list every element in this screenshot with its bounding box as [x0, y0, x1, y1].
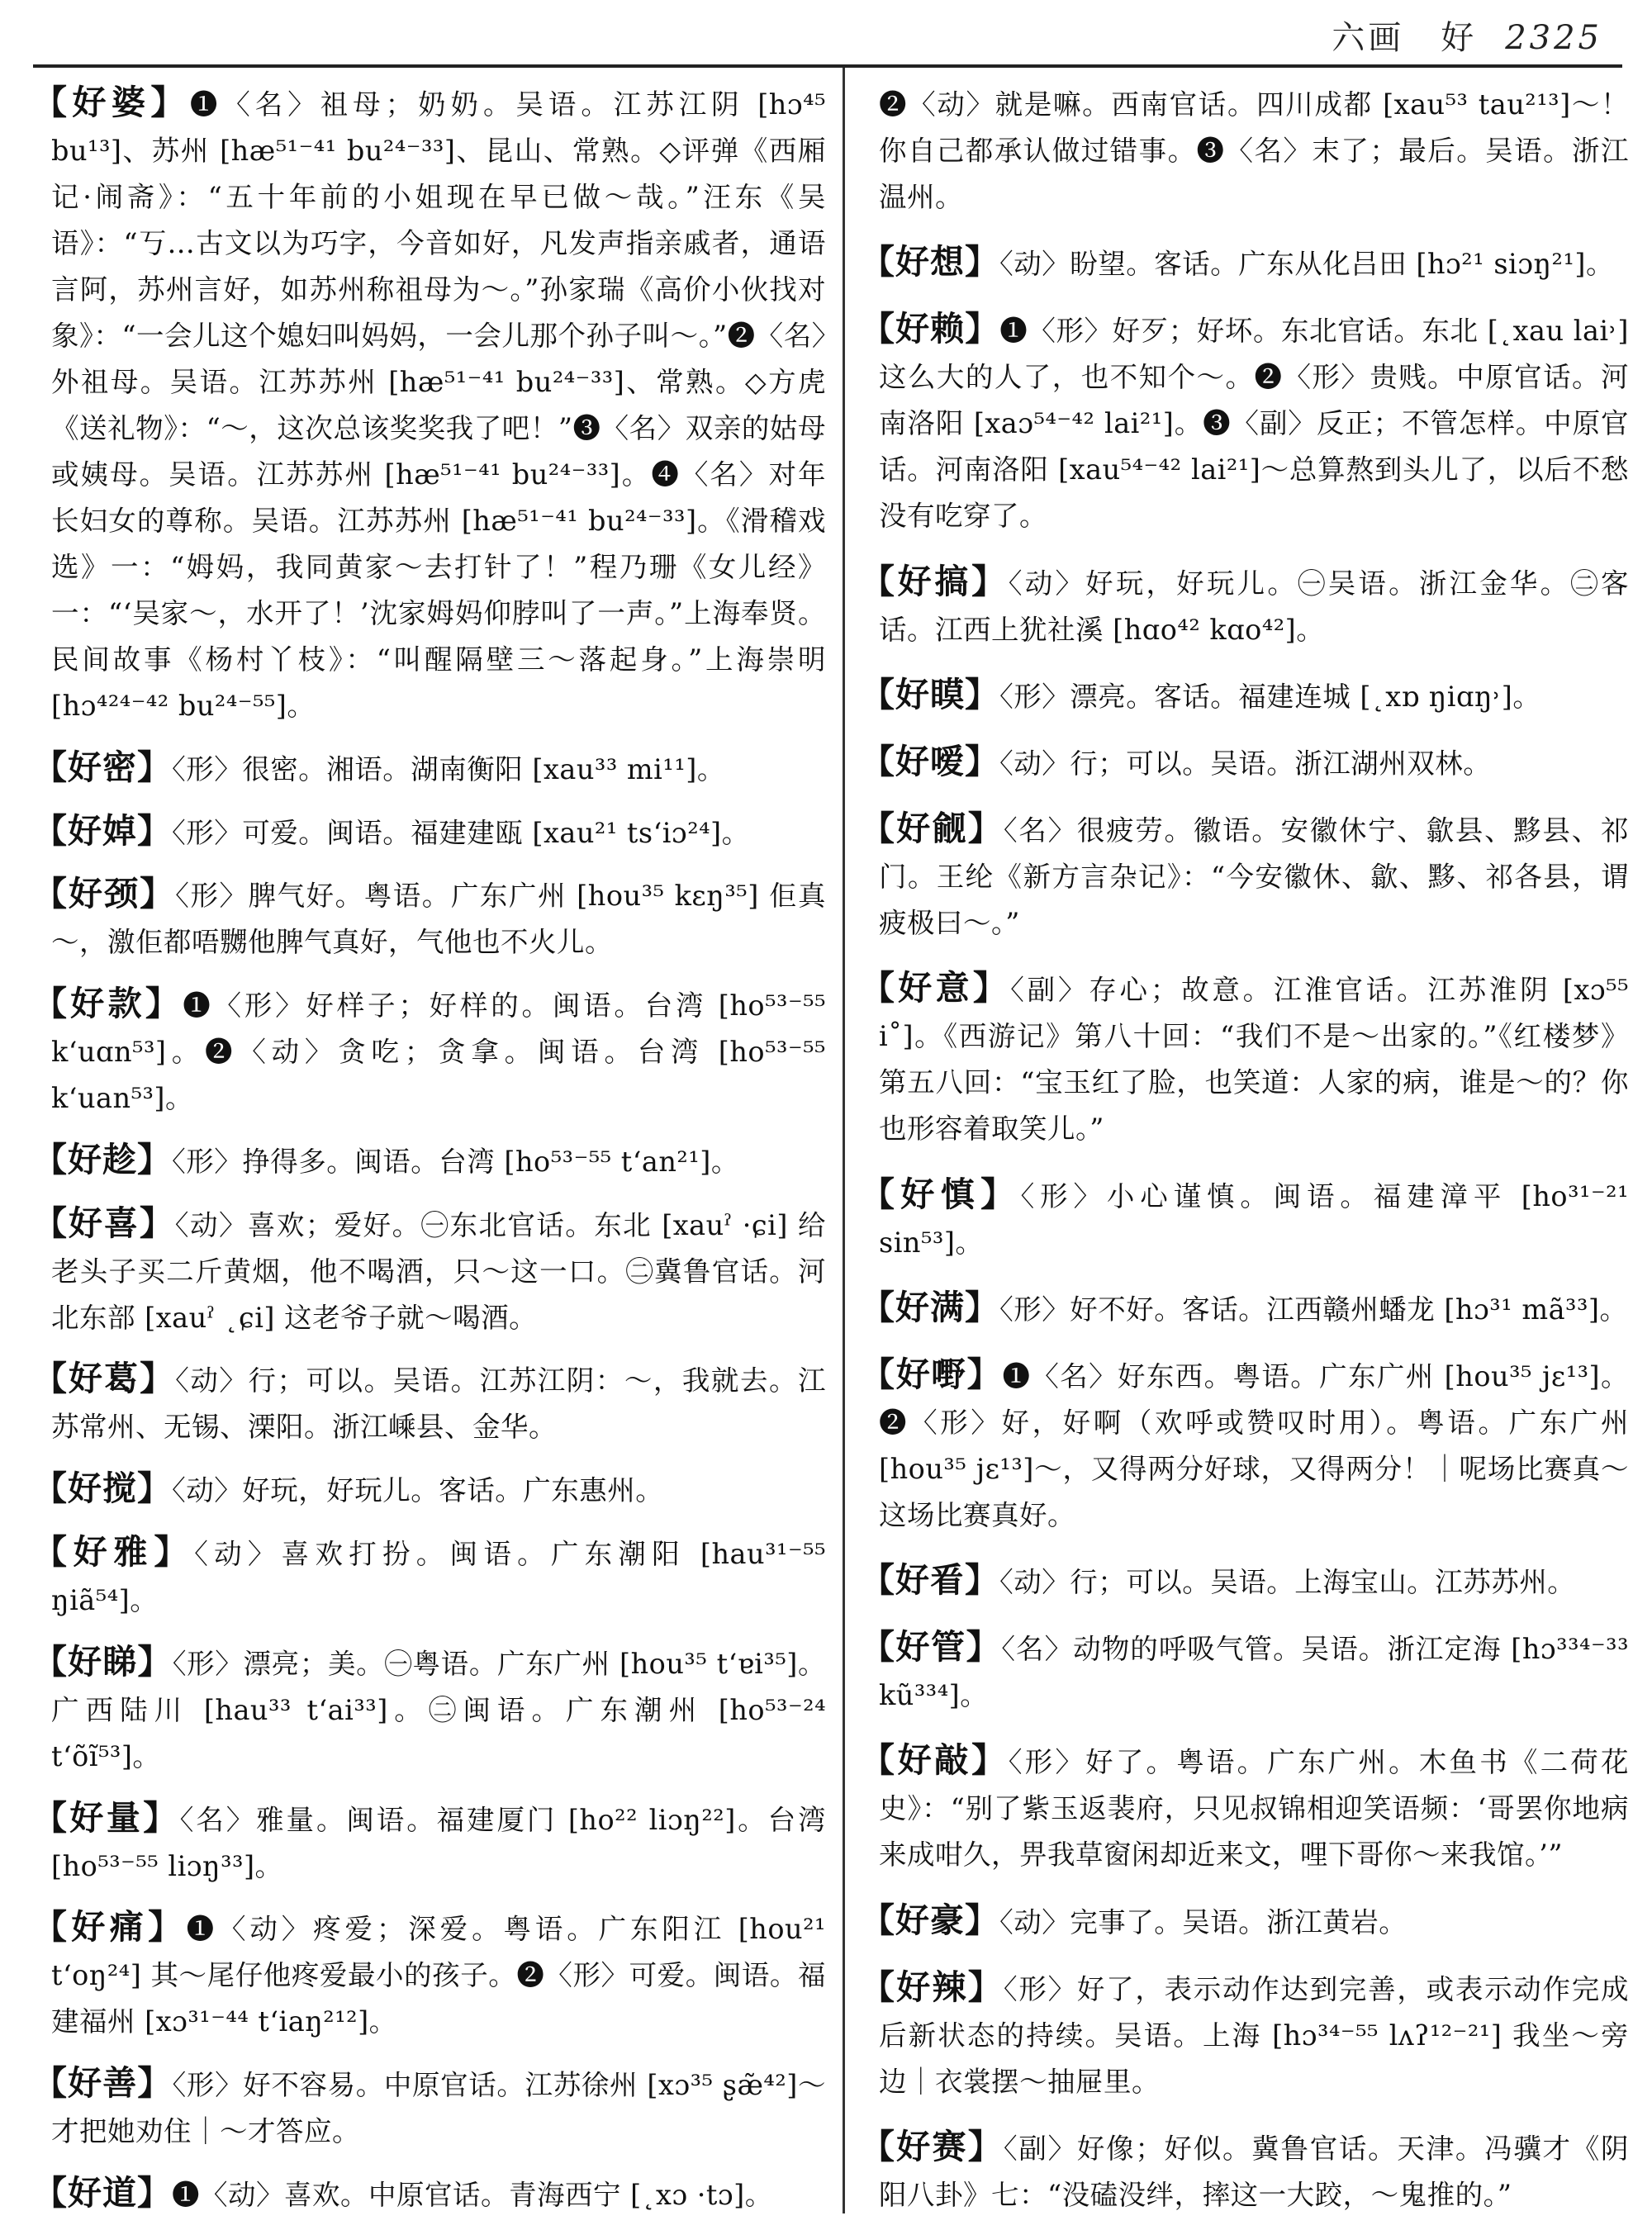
- entry-text: 〈动〉完事了。吴语。浙江黄岩。: [999, 1905, 1408, 1938]
- headword: 【好管】: [861, 1627, 1002, 1668]
- entry-text: 〈形〉很密。湘语。湖南衡阳 [xau³³ mi¹¹]。: [172, 752, 725, 785]
- dictionary-entry: [33, 1639, 826, 1780]
- entry-text: 〈副〉好像；好似。冀鲁官话。天津。冯骥才《阴阳八卦》七：“没磕没绊，摔这一大跤，～鬼推的。”: [879, 2133, 1629, 2211]
- entry-text: ❶〈形〉好歹；好坏。东北官话。东北 [˛xau lai˒] 这么大的人了，也不知个～。❷〈形〉贵贱。中原官话。河南洛阳 [xaɔ⁵⁴⁻⁴² lai²¹]。❸〈副〉反正；不管怎样。中原官话。河南洛阳 [xau⁵⁴⁻⁴² lai²¹]～总算熬到头儿了，以后不愁没有吃穿了。: [879, 315, 1629, 533]
- entry-text: 〈名〉雅量。闽语。福建厦门 [ho²² liɔŋ²²]。台湾 [ho⁵³⁻⁵⁵ liɔŋ³³]。: [51, 1803, 826, 1882]
- headword: 【好辣】: [861, 1967, 1004, 2007]
- dictionary-entry: [861, 2123, 1629, 2218]
- dictionary-entry: [33, 980, 826, 1122]
- dictionary-entry: [861, 1171, 1629, 1266]
- entry-text: ❶〈名〉好东西。粤语。广东广州 [hou³⁵ jɛ¹³]。❷〈形〉好，好啊（欢呼或赞叹时用）。粤语。广东广州 [hou³⁵ jɛ¹³]～，又得两分好球，又得两分！｜呢场比赛真～这场比赛真好。: [879, 1359, 1629, 1531]
- dictionary-entry: [861, 805, 1629, 947]
- dictionary-entry: [33, 1200, 826, 1341]
- headword: 【好趁】: [33, 1139, 172, 1179]
- headword: 【好想】: [861, 242, 999, 282]
- headword: 【好道】: [33, 2172, 172, 2213]
- entry-text: 〈名〉动物的呼吸气管。吴语。浙江定海 [hɔ³³⁴⁻³³ kũ³³⁴]。: [879, 1633, 1629, 1712]
- entry-text: 〈形〉小心谨慎。闽语。福建漳平 [ho³¹⁻²¹ sin⁵³]。: [879, 1179, 1629, 1259]
- dictionary-entry: [33, 1529, 826, 1624]
- entry-text: 〈副〉存心；故意。江淮官话。江苏淮阴 [xɔ⁵⁵ i˚]。《西游记》第八十回：“我们不是～出家的。”《红楼梦》第五八回：“宝玉红了脸，也笑道：人家的病，谁是～的？你也形容着取笑儿。”: [879, 974, 1629, 1146]
- headword: 【好豪】: [861, 1900, 999, 1940]
- headword: 【好嗳】: [861, 741, 999, 781]
- entry-text: 〈形〉好了。粤语。广东广州。木鱼书《二荷花史》：“别了紫玉返裴府，只见叔锦相迎笑语频：‘哥罢你地病来成咁久，畀我草窗闲却近来文，哩下哥你～来我馆。’”: [879, 1746, 1629, 1872]
- dictionary-entry: [861, 965, 1629, 1152]
- headword: 【好意】: [861, 968, 1011, 1008]
- entry-text: 〈形〉好不好。客话。江西赣州蟠龙 [hɔ³¹ mã³³]。: [999, 1293, 1628, 1326]
- dictionary-entry: [861, 558, 1629, 653]
- entry-text: ❷〈动〉就是嘛。西南官话。四川成都 [xau⁵³ tau²¹³]～！你自己都承认做过错事。❸〈名〉末了；最后。吴语。浙江温州。: [879, 88, 1629, 213]
- dictionary-entry: [33, 871, 826, 966]
- headword: 【好款】: [33, 984, 183, 1024]
- entry-text: 〈形〉漂亮；美。㊀粤语。广东广州 [hou³⁵ tʻɐi³⁵]。广西陆川 [hau³³ tʻai³³]。㊁闽语。广东潮州 [ho⁵³⁻²⁴ tʻõĩ⁵³]。: [51, 1647, 826, 1772]
- dictionary-entry: [33, 744, 826, 793]
- entry-text: 〈动〉好玩，好玩儿。㊀吴语。浙江金华。㊁客话。江西上犹社溪 [hɑo⁴² kɑo⁴²]。: [879, 567, 1629, 646]
- headword: 【好痛】: [33, 1907, 187, 1948]
- dictionary-entry: [33, 1904, 826, 2045]
- top-rule: [33, 64, 1622, 68]
- headword: 【好善】: [33, 2063, 173, 2104]
- dictionary-entry: [861, 671, 1629, 720]
- dictionary-entry: [33, 1465, 826, 1514]
- dictionary-entry: [861, 1964, 1629, 2105]
- headword: 【好婥】: [33, 810, 172, 851]
- entry-text: 〈名〉很疲劳。徽语。安徽休宁、歙县、黟县、祁门。王纶《新方言杂记》：“今安徽休、歙、黟、祁各县，谓疲极曰～。”: [879, 814, 1629, 940]
- headword: 【好喜】: [33, 1203, 175, 1243]
- headword: 【好葛】: [33, 1359, 176, 1399]
- headword: 【好搞】: [861, 561, 1009, 601]
- dictionary-entry: [33, 2060, 826, 2155]
- headword: 【好雅】: [33, 1532, 195, 1573]
- dictionary-entry: [861, 1737, 1629, 1878]
- entry-text: 〈动〉行；可以。吴语。浙江湖州双林。: [999, 747, 1492, 780]
- dictionary-entry: [861, 1557, 1629, 1606]
- dictionary-entry: [33, 1355, 826, 1450]
- headword: 【好瞙】: [861, 674, 999, 714]
- dictionary-entry: [33, 1795, 826, 1890]
- headword: 【好密】: [33, 747, 172, 787]
- entry-text: ❶〈名〉祖母；奶奶。吴语。江苏江阴 [hɔ⁴⁵ bu¹³]、苏州 [hæ⁵¹⁻⁴¹ bu²⁴⁻³³]、昆山、常熟。◇评弹《西厢记·闹斋》：“五十年前的小姐现在早已做～哉。”汪东《吴语》：“丂…古文以为巧字，今音如好，凡发声指亲戚者，通语言阿，苏州言好，如苏州称祖母为～。”孙家瑞《高价小伙找对象》：“一会儿这个媳妇叫妈妈，一会儿那个孙子叫～。”❷〈名〉外祖母。吴语。江苏苏州 [hæ⁵¹⁻⁴¹ bu²⁴⁻³³]、常熟。◇方虎《送礼物》：“～，这次总该奖奖我了吧！”❸〈名〉双亲的姑母或姨母。吴语。江苏苏州 [hæ⁵¹⁻⁴¹ bu²⁴⁻³³]。❹〈名〉对年长妇女的尊称。吴语。江苏苏州 [hæ⁵¹⁻⁴¹ bu²⁴⁻³³]。《滑稽戏选》一：“姆妈，我同黄家～去打针了！”程乃珊《女儿经》一：“‘吴家～，水开了！’沈家姆妈仰脖叫了一声。”上海奉贤。民间故事《杨村丫枝》：“叫醒隔壁三～落起身。”上海崇明 [hɔ⁴²⁴⁻⁴² bu²⁴⁻⁵⁵]。: [51, 88, 826, 722]
- dictionary-entry: [33, 79, 826, 729]
- entry-text: 〈形〉脾气好。粤语。广东广州 [hou³⁵ kɛŋ³⁵] 佢真～，激佢都唔嬲他脾气真好，气他也不火儿。: [51, 880, 826, 959]
- entry-text: 〈形〉好了，表示动作达到完善，或表示动作完成后新状态的持续。吴语。上海 [hɔ³⁴⁻⁵⁵ lʌʔ¹²⁻²¹] 我坐～旁边｜衣裳摆～抽屉里。: [879, 1972, 1629, 2098]
- dictionary-entry: [861, 1284, 1629, 1333]
- headword: 【好嘢】: [861, 1354, 1003, 1394]
- section-label: 六画 好: [1332, 19, 1478, 57]
- entry-text: ❶〈形〉好样子；好样的。闽语。台湾 [ho⁵³⁻⁵⁵ kʻuɑn⁵³]。❷〈动〉贪吃；贪拿。闽语。台湾 [ho⁵³⁻⁵⁵ kʻuan⁵³]。: [51, 989, 826, 1115]
- right-column: [861, 79, 1629, 2218]
- entry-text: 〈动〉行；可以。吴语。江苏江阴：～，我就去。江苏常州、无锡、溧阳。浙江嵊县、金华。: [51, 1364, 826, 1444]
- dictionary-entry: [861, 1624, 1629, 1719]
- headword: 【好觎】: [861, 809, 1004, 849]
- entry-text: 〈形〉漂亮。客话。福建连城 [˛xɒ ŋiɑŋ˒]。: [999, 680, 1541, 713]
- entry-text: 〈形〉好不容易。中原官话。江苏徐州 [xɔ³⁵ ʂæ̃⁴²]～才把她劝住｜～才答应。: [51, 2069, 826, 2148]
- headword: 【好婆】: [33, 83, 190, 122]
- dictionary-entry: [861, 79, 1629, 221]
- dictionary-entry: [33, 1136, 826, 1185]
- dictionary-entry: [861, 1351, 1629, 1539]
- entry-text: 〈形〉可爱。闽语。福建建瓯 [xau²¹ tsʻiɔ²⁴]。: [172, 816, 750, 849]
- dictionary-entry: [861, 738, 1629, 787]
- column-divider: [843, 68, 845, 2213]
- entry-text: 〈形〉挣得多。闽语。台湾 [ho⁵³⁻⁵⁵ tʻan²¹]。: [172, 1145, 739, 1178]
- dictionary-entry: [861, 239, 1629, 287]
- headword: 【好敲】: [861, 1740, 1009, 1781]
- headword: 【好颈】: [33, 874, 176, 914]
- headword: 【好搅】: [33, 1468, 172, 1509]
- headword: 【好满】: [861, 1287, 999, 1327]
- page-number: 2325: [1505, 19, 1602, 57]
- dictionary-entry: [33, 808, 826, 856]
- dictionary-entry: [861, 1897, 1629, 1946]
- running-head: [1332, 12, 1602, 59]
- dictionary-entry: [33, 2170, 826, 2218]
- headword: 【好慎】: [861, 1174, 1021, 1214]
- entry-text: ❶〈动〉喜欢。中原官话。青海西宁 [˛xɔ ·tɔ]。: [172, 2178, 773, 2211]
- entry-text: 〈动〉行；可以。吴语。上海宝山。江苏苏州。: [999, 1566, 1576, 1599]
- headword: 【好睇】: [33, 1641, 173, 1682]
- headword: 【好量】: [33, 1797, 180, 1838]
- entry-text: 〈动〉盼望。客话。广东从化吕田 [hɔ²¹ siɔŋ²¹]。: [999, 248, 1614, 281]
- headword: 【好㸔】: [861, 1560, 999, 1601]
- entry-text: 〈动〉喜欢；爱好。㊀东北官话。东北 [xauˀ ·ɕi] 给老头子买二斤黄烟，他不喝酒，只～这一口。㊁冀鲁官话。河北东部 [xauˀ ˛ɕi] 这老爷子就～喝酒。: [51, 1208, 826, 1334]
- left-column: [33, 79, 826, 2218]
- headword: 【好赛】: [861, 2127, 1004, 2166]
- entry-text: ❶〈动〉疼爱；深爱。粤语。广东阳江 [hou²¹ tʻoŋ²⁴] 其～尾仔他疼爱最小的孩子。❷〈形〉可爱。闽语。福建福州 [xɔ³¹⁻⁴⁴ tʻiaŋ²¹²]。: [51, 1913, 826, 2038]
- headword: 【好赖】: [861, 309, 1000, 349]
- entry-text: 〈动〉喜欢打扮。闽语。广东潮阳 [hau³¹⁻⁵⁵ ŋiã⁵⁴]。: [51, 1538, 826, 1617]
- entry-text: 〈动〉好玩，好玩儿。客话。广东惠州。: [172, 1474, 664, 1507]
- dictionary-entry: [861, 306, 1629, 539]
